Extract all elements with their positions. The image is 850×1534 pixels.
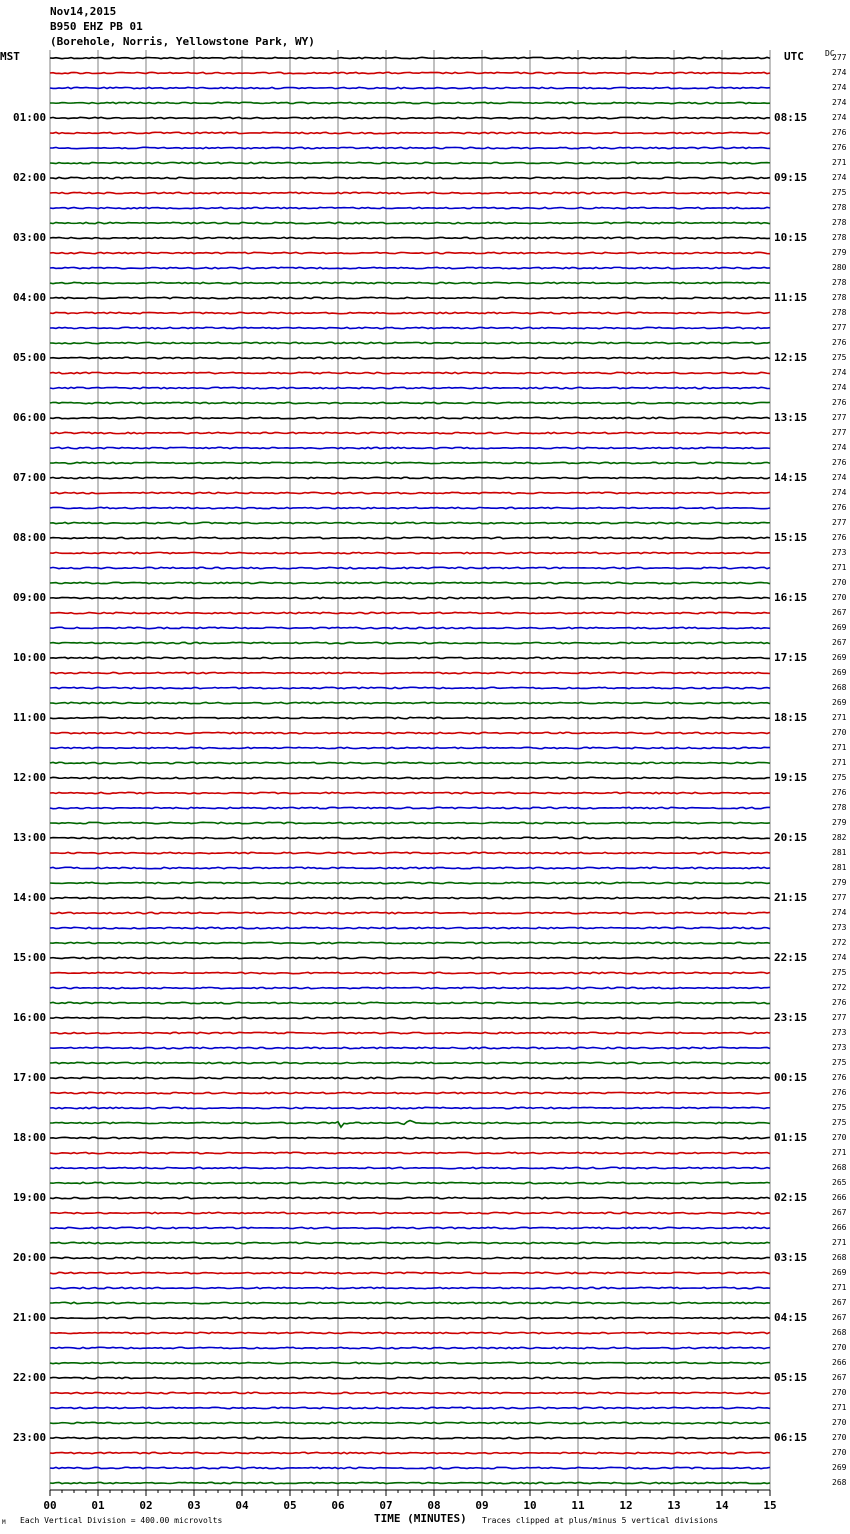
trace-row-48 xyxy=(50,777,770,778)
right-hour-label: 15:15 xyxy=(774,531,808,544)
left-hour-label: 08:00 xyxy=(13,531,47,544)
dc-offset-label: 274 xyxy=(832,488,847,497)
dc-offset-label: 266 xyxy=(832,1223,847,1232)
dc-offset-label: 274 xyxy=(832,68,847,77)
trace-row-1 xyxy=(50,72,770,73)
clip-note: Traces clipped at plus/minus 5 vertical divisions xyxy=(482,1516,719,1525)
trace-row-91 xyxy=(50,1422,770,1423)
left-hour-label: 15:00 xyxy=(13,951,47,964)
trace-row-57 xyxy=(50,912,770,913)
trace-row-84 xyxy=(50,1317,770,1318)
dc-offset-label: 280 xyxy=(832,263,847,272)
trace-row-72 xyxy=(50,1137,770,1138)
trace-row-46 xyxy=(50,747,770,748)
trace-row-93 xyxy=(50,1452,770,1453)
trace-row-20 xyxy=(50,357,770,358)
scale-note: Each Vertical Division = 400.00 microvolts xyxy=(20,1516,223,1525)
dc-offset-label: 271 xyxy=(832,758,847,767)
dc-offset-label: 271 xyxy=(832,1148,847,1157)
trace-row-62 xyxy=(50,987,770,988)
dc-offset-label: 271 xyxy=(832,713,847,722)
dc-offset-label: 274 xyxy=(832,953,847,962)
dc-offset-label: 271 xyxy=(832,1283,847,1292)
right-hour-label: 00:15 xyxy=(774,1071,808,1084)
x-tick-label: 11 xyxy=(571,1499,585,1512)
dc-offset-label: 279 xyxy=(832,878,847,887)
trace-row-54 xyxy=(50,867,770,868)
trace-row-55 xyxy=(50,882,770,883)
trace-row-47 xyxy=(50,762,770,763)
dc-offset-label: 269 xyxy=(832,653,847,662)
dc-offset-label: 282 xyxy=(832,833,847,842)
right-timezone-label: UTC xyxy=(784,50,804,63)
dc-offset-label: 272 xyxy=(832,983,847,992)
x-axis-title: TIME (MINUTES) xyxy=(374,1512,467,1525)
dc-offset-label: 270 xyxy=(832,593,847,602)
dc-offset-label: 278 xyxy=(832,293,847,302)
trace-row-2 xyxy=(50,87,770,88)
dc-offset-label: 268 xyxy=(832,1328,847,1337)
dc-offset-label: 278 xyxy=(832,203,847,212)
right-hour-label: 05:15 xyxy=(774,1371,808,1384)
right-hour-label: 11:15 xyxy=(774,291,808,304)
dc-offset-label: 267 xyxy=(832,1373,847,1382)
trace-lines xyxy=(50,57,770,1483)
dc-offset-label: 276 xyxy=(832,1073,847,1082)
dc-offset-label: 276 xyxy=(832,338,847,347)
trace-row-49 xyxy=(50,792,770,793)
dc-offset-label: 267 xyxy=(832,1313,847,1322)
left-hour-label: 02:00 xyxy=(13,171,47,184)
trace-row-58 xyxy=(50,927,770,928)
trace-row-69 xyxy=(50,1092,770,1093)
dc-offset-label: 270 xyxy=(832,1418,847,1427)
dc-offset-label: 271 xyxy=(832,743,847,752)
right-hour-label: 08:15 xyxy=(774,111,808,124)
dc-offset-label: 270 xyxy=(832,578,847,587)
right-hour-label: 19:15 xyxy=(774,771,808,784)
trace-row-0 xyxy=(50,57,770,58)
trace-row-19 xyxy=(50,342,770,343)
trace-row-29 xyxy=(50,492,770,493)
dc-offset-label: 268 xyxy=(832,1478,847,1487)
dc-offset-label: 275 xyxy=(832,1118,847,1127)
dc-offset-label: 267 xyxy=(832,1298,847,1307)
dc-offset-label: 276 xyxy=(832,128,847,137)
left-hour-label: 12:00 xyxy=(13,771,47,784)
dc-offset-label: 270 xyxy=(832,1448,847,1457)
x-tick-label: 02 xyxy=(139,1499,153,1512)
dc-offset-label: 273 xyxy=(832,548,847,557)
trace-row-10 xyxy=(50,207,770,208)
trace-row-73 xyxy=(50,1152,770,1153)
trace-row-15 xyxy=(50,282,770,283)
dc-offset-label: 275 xyxy=(832,968,847,977)
right-hour-label: 21:15 xyxy=(774,891,808,904)
trace-row-14 xyxy=(50,267,770,268)
dc-offset-label: 276 xyxy=(832,788,847,797)
trace-row-50 xyxy=(50,807,770,808)
dc-offset-label: 268 xyxy=(832,1163,847,1172)
dc-offset-label: 278 xyxy=(832,278,847,287)
x-tick-label: 15 xyxy=(763,1499,777,1512)
x-tick-label: 03 xyxy=(187,1499,201,1512)
dc-offset-label: 279 xyxy=(832,818,847,827)
trace-row-94 xyxy=(50,1467,770,1468)
trace-row-53 xyxy=(50,852,770,853)
dc-offset-label: 274 xyxy=(832,443,847,452)
dc-offset-label: 268 xyxy=(832,1253,847,1262)
trace-row-6 xyxy=(50,147,770,148)
dc-offset-label: 273 xyxy=(832,1043,847,1052)
left-hour-label: 11:00 xyxy=(13,711,47,724)
trace-row-67 xyxy=(50,1062,770,1063)
dc-offset-label: 272 xyxy=(832,938,847,947)
dc-offset-label: 270 xyxy=(832,1133,847,1142)
dc-offset-label: 273 xyxy=(832,1028,847,1037)
dc-offset-label: 274 xyxy=(832,83,847,92)
trace-row-80 xyxy=(50,1257,770,1258)
station-name: B950 EHZ PB 01 xyxy=(50,20,143,33)
dc-header-label: DC xyxy=(825,49,835,58)
left-hour-label: 23:00 xyxy=(13,1431,47,1444)
trace-row-39 xyxy=(50,642,770,643)
dc-offset-label: 277 xyxy=(832,893,847,902)
trace-row-70 xyxy=(50,1107,770,1108)
left-hour-label: 04:00 xyxy=(13,291,47,304)
trace-row-9 xyxy=(50,192,770,193)
dc-offset-label: 275 xyxy=(832,1103,847,1112)
trace-row-85 xyxy=(50,1332,770,1333)
left-hour-label: 14:00 xyxy=(13,891,47,904)
right-hour-label: 03:15 xyxy=(774,1251,808,1264)
trace-row-27 xyxy=(50,462,770,463)
dc-offset-label: 276 xyxy=(832,398,847,407)
trace-row-17 xyxy=(50,312,770,313)
trace-row-45 xyxy=(50,732,770,733)
dc-offset-label: 277 xyxy=(832,518,847,527)
left-hour-label: 21:00 xyxy=(13,1311,47,1324)
left-hour-label: 22:00 xyxy=(13,1371,47,1384)
x-tick-label: 00 xyxy=(43,1499,57,1512)
trace-row-8 xyxy=(50,177,770,178)
trace-row-11 xyxy=(50,222,770,223)
dc-offset-label: 275 xyxy=(832,188,847,197)
trace-row-76 xyxy=(50,1197,770,1198)
trace-row-90 xyxy=(50,1407,770,1408)
trace-row-52 xyxy=(50,837,770,838)
dc-offset-label: 275 xyxy=(832,773,847,782)
trace-row-30 xyxy=(50,507,770,508)
dc-offset-label: 277 xyxy=(832,323,847,332)
trace-row-32 xyxy=(50,537,770,538)
right-hour-label: 06:15 xyxy=(774,1431,808,1444)
trace-row-41 xyxy=(50,672,770,673)
dc-offset-label: 270 xyxy=(832,728,847,737)
trace-row-51 xyxy=(50,822,770,823)
left-hour-label: 13:00 xyxy=(13,831,47,844)
trace-row-65 xyxy=(50,1032,770,1033)
right-hour-label: 16:15 xyxy=(774,591,808,604)
dc-offset-label: 277 xyxy=(832,428,847,437)
x-tick-label: 09 xyxy=(475,1499,489,1512)
trace-row-24 xyxy=(50,417,770,418)
dc-offset-label: 271 xyxy=(832,1238,847,1247)
trace-row-66 xyxy=(50,1047,770,1048)
dc-offset-label: 267 xyxy=(832,638,847,647)
trace-row-81 xyxy=(50,1272,770,1273)
dc-offset-label: 274 xyxy=(832,473,847,482)
left-hour-label: 06:00 xyxy=(13,411,47,424)
left-timezone-label: MST xyxy=(0,50,20,63)
trace-row-3 xyxy=(50,102,770,103)
trace-row-23 xyxy=(50,402,770,403)
dc-offset-label: 274 xyxy=(832,173,847,182)
trace-row-40 xyxy=(50,657,770,658)
trace-row-89 xyxy=(50,1392,770,1393)
trace-row-26 xyxy=(50,447,770,448)
dc-offset-label: 277 xyxy=(832,1013,847,1022)
right-hour-label: 22:15 xyxy=(774,951,808,964)
trace-row-21 xyxy=(50,372,770,373)
trace-row-83 xyxy=(50,1302,770,1303)
trace-row-18 xyxy=(50,327,770,328)
dc-offset-label: 275 xyxy=(832,1058,847,1067)
trace-row-13 xyxy=(50,252,770,253)
trace-row-35 xyxy=(50,582,770,583)
trace-row-36 xyxy=(50,597,770,598)
x-tick-label: 14 xyxy=(715,1499,729,1512)
trace-row-82 xyxy=(50,1287,770,1288)
time-gridlines xyxy=(50,50,770,1490)
left-hour-label: 01:00 xyxy=(13,111,47,124)
trace-row-5 xyxy=(50,132,770,133)
dc-offset-label: 269 xyxy=(832,698,847,707)
right-hour-label: 02:15 xyxy=(774,1191,808,1204)
x-tick-label: 05 xyxy=(283,1499,297,1512)
chart-date: Nov14,2015 xyxy=(50,5,117,18)
trace-row-43 xyxy=(50,702,770,703)
dc-offset-label: 276 xyxy=(832,458,847,467)
dc-offset-label: 276 xyxy=(832,998,847,1007)
dc-offset-label: 271 xyxy=(832,158,847,167)
x-tick-label: 13 xyxy=(667,1499,681,1512)
dc-offset-label: 265 xyxy=(832,1178,847,1187)
x-tick-label: 10 xyxy=(523,1499,537,1512)
dc-offset-label: 281 xyxy=(832,848,847,857)
right-hour-label: 18:15 xyxy=(774,711,808,724)
left-hour-label: 05:00 xyxy=(13,351,47,364)
trace-row-33 xyxy=(50,552,770,553)
dc-offset-label: 276 xyxy=(832,143,847,152)
left-hour-label: 10:00 xyxy=(13,651,47,664)
dc-offset-label: 278 xyxy=(832,803,847,812)
trace-row-59 xyxy=(50,942,770,943)
dc-offset-label: 279 xyxy=(832,248,847,257)
trace-row-78 xyxy=(50,1227,770,1228)
trace-row-60 xyxy=(50,957,770,958)
left-hour-label: 20:00 xyxy=(13,1251,47,1264)
x-tick-label: 08 xyxy=(427,1499,441,1512)
x-tick-label: 06 xyxy=(331,1499,345,1512)
dc-offset-label: 266 xyxy=(832,1358,847,1367)
left-hour-label: 07:00 xyxy=(13,471,47,484)
dc-offset-label: 278 xyxy=(832,218,847,227)
dc-offset-label: 270 xyxy=(832,1388,847,1397)
trace-row-79 xyxy=(50,1242,770,1243)
dc-offset-label: 269 xyxy=(832,1268,847,1277)
dc-offset-label: 276 xyxy=(832,503,847,512)
trace-row-16 xyxy=(50,297,770,298)
left-hour-label: 17:00 xyxy=(13,1071,47,1084)
dc-offset-label: 269 xyxy=(832,1463,847,1472)
station-location: (Borehole, Norris, Yellowstone Park, WY) xyxy=(50,35,315,48)
dc-offset-label: 278 xyxy=(832,308,847,317)
right-hour-label: 01:15 xyxy=(774,1131,808,1144)
trace-row-64 xyxy=(50,1017,770,1018)
trace-row-63 xyxy=(50,1002,770,1003)
trace-row-12 xyxy=(50,237,770,238)
trace-row-71 xyxy=(50,1121,770,1128)
left-hour-label: 16:00 xyxy=(13,1011,47,1024)
right-hour-label: 12:15 xyxy=(774,351,808,364)
dc-offset-label: 274 xyxy=(832,383,847,392)
dc-offset-label: 275 xyxy=(832,353,847,362)
right-hour-label: 10:15 xyxy=(774,231,808,244)
x-tick-label: 12 xyxy=(619,1499,633,1512)
dc-offset-label: 277 xyxy=(832,53,847,62)
trace-row-77 xyxy=(50,1212,770,1213)
trace-row-88 xyxy=(50,1377,770,1378)
dc-offset-label: 278 xyxy=(832,233,847,242)
trace-row-42 xyxy=(50,687,770,688)
trace-row-92 xyxy=(50,1437,770,1438)
right-hour-label: 04:15 xyxy=(774,1311,808,1324)
trace-row-28 xyxy=(50,477,770,478)
corner-mark: M xyxy=(2,1519,6,1526)
dc-offset-label: 276 xyxy=(832,1088,847,1097)
trace-row-86 xyxy=(50,1347,770,1348)
dc-offset-label: 267 xyxy=(832,1208,847,1217)
trace-row-75 xyxy=(50,1182,770,1183)
trace-row-68 xyxy=(50,1077,770,1078)
dc-offset-label: 274 xyxy=(832,368,847,377)
x-tick-label: 01 xyxy=(91,1499,105,1512)
x-tick-label: 04 xyxy=(235,1499,249,1512)
left-hour-label: 19:00 xyxy=(13,1191,47,1204)
trace-row-56 xyxy=(50,897,770,898)
dc-offset-label: 271 xyxy=(832,1403,847,1412)
right-hour-label: 14:15 xyxy=(774,471,808,484)
left-hour-label: 03:00 xyxy=(13,231,47,244)
dc-offset-label: 266 xyxy=(832,1193,847,1202)
trace-row-61 xyxy=(50,972,770,973)
x-tick-label: 07 xyxy=(379,1499,393,1512)
dc-offset-label: 269 xyxy=(832,668,847,677)
trace-row-87 xyxy=(50,1362,770,1363)
dc-offset-label: 267 xyxy=(832,608,847,617)
trace-row-38 xyxy=(50,627,770,628)
trace-row-4 xyxy=(50,117,770,118)
dc-offset-label: 270 xyxy=(832,1343,847,1352)
dc-offset-label: 269 xyxy=(832,623,847,632)
trace-row-34 xyxy=(50,567,770,568)
trace-row-31 xyxy=(50,522,770,523)
right-hour-label: 17:15 xyxy=(774,651,808,664)
right-hour-label: 09:15 xyxy=(774,171,808,184)
dc-offset-label: 277 xyxy=(832,413,847,422)
trace-row-44 xyxy=(50,717,770,718)
dc-offset-label: 274 xyxy=(832,908,847,917)
dc-offset-label: 270 xyxy=(832,1433,847,1442)
dc-offset-label: 276 xyxy=(832,533,847,542)
trace-row-37 xyxy=(50,612,770,613)
dc-offset-label: 273 xyxy=(832,923,847,932)
trace-row-22 xyxy=(50,387,770,388)
trace-row-25 xyxy=(50,432,770,433)
right-hour-label: 20:15 xyxy=(774,831,808,844)
dc-offset-label: 268 xyxy=(832,683,847,692)
trace-row-95 xyxy=(50,1482,770,1483)
dc-offset-label: 271 xyxy=(832,563,847,572)
dc-offset-label: 274 xyxy=(832,98,847,107)
dc-offset-label: 281 xyxy=(832,863,847,872)
right-hour-label: 13:15 xyxy=(774,411,808,424)
left-hour-label: 18:00 xyxy=(13,1131,47,1144)
left-hour-label: 09:00 xyxy=(13,591,47,604)
right-hour-label: 23:15 xyxy=(774,1011,808,1024)
trace-row-74 xyxy=(50,1167,770,1168)
dc-offset-label: 274 xyxy=(832,113,847,122)
x-axis-ticks xyxy=(50,1490,770,1496)
trace-row-7 xyxy=(50,162,770,163)
